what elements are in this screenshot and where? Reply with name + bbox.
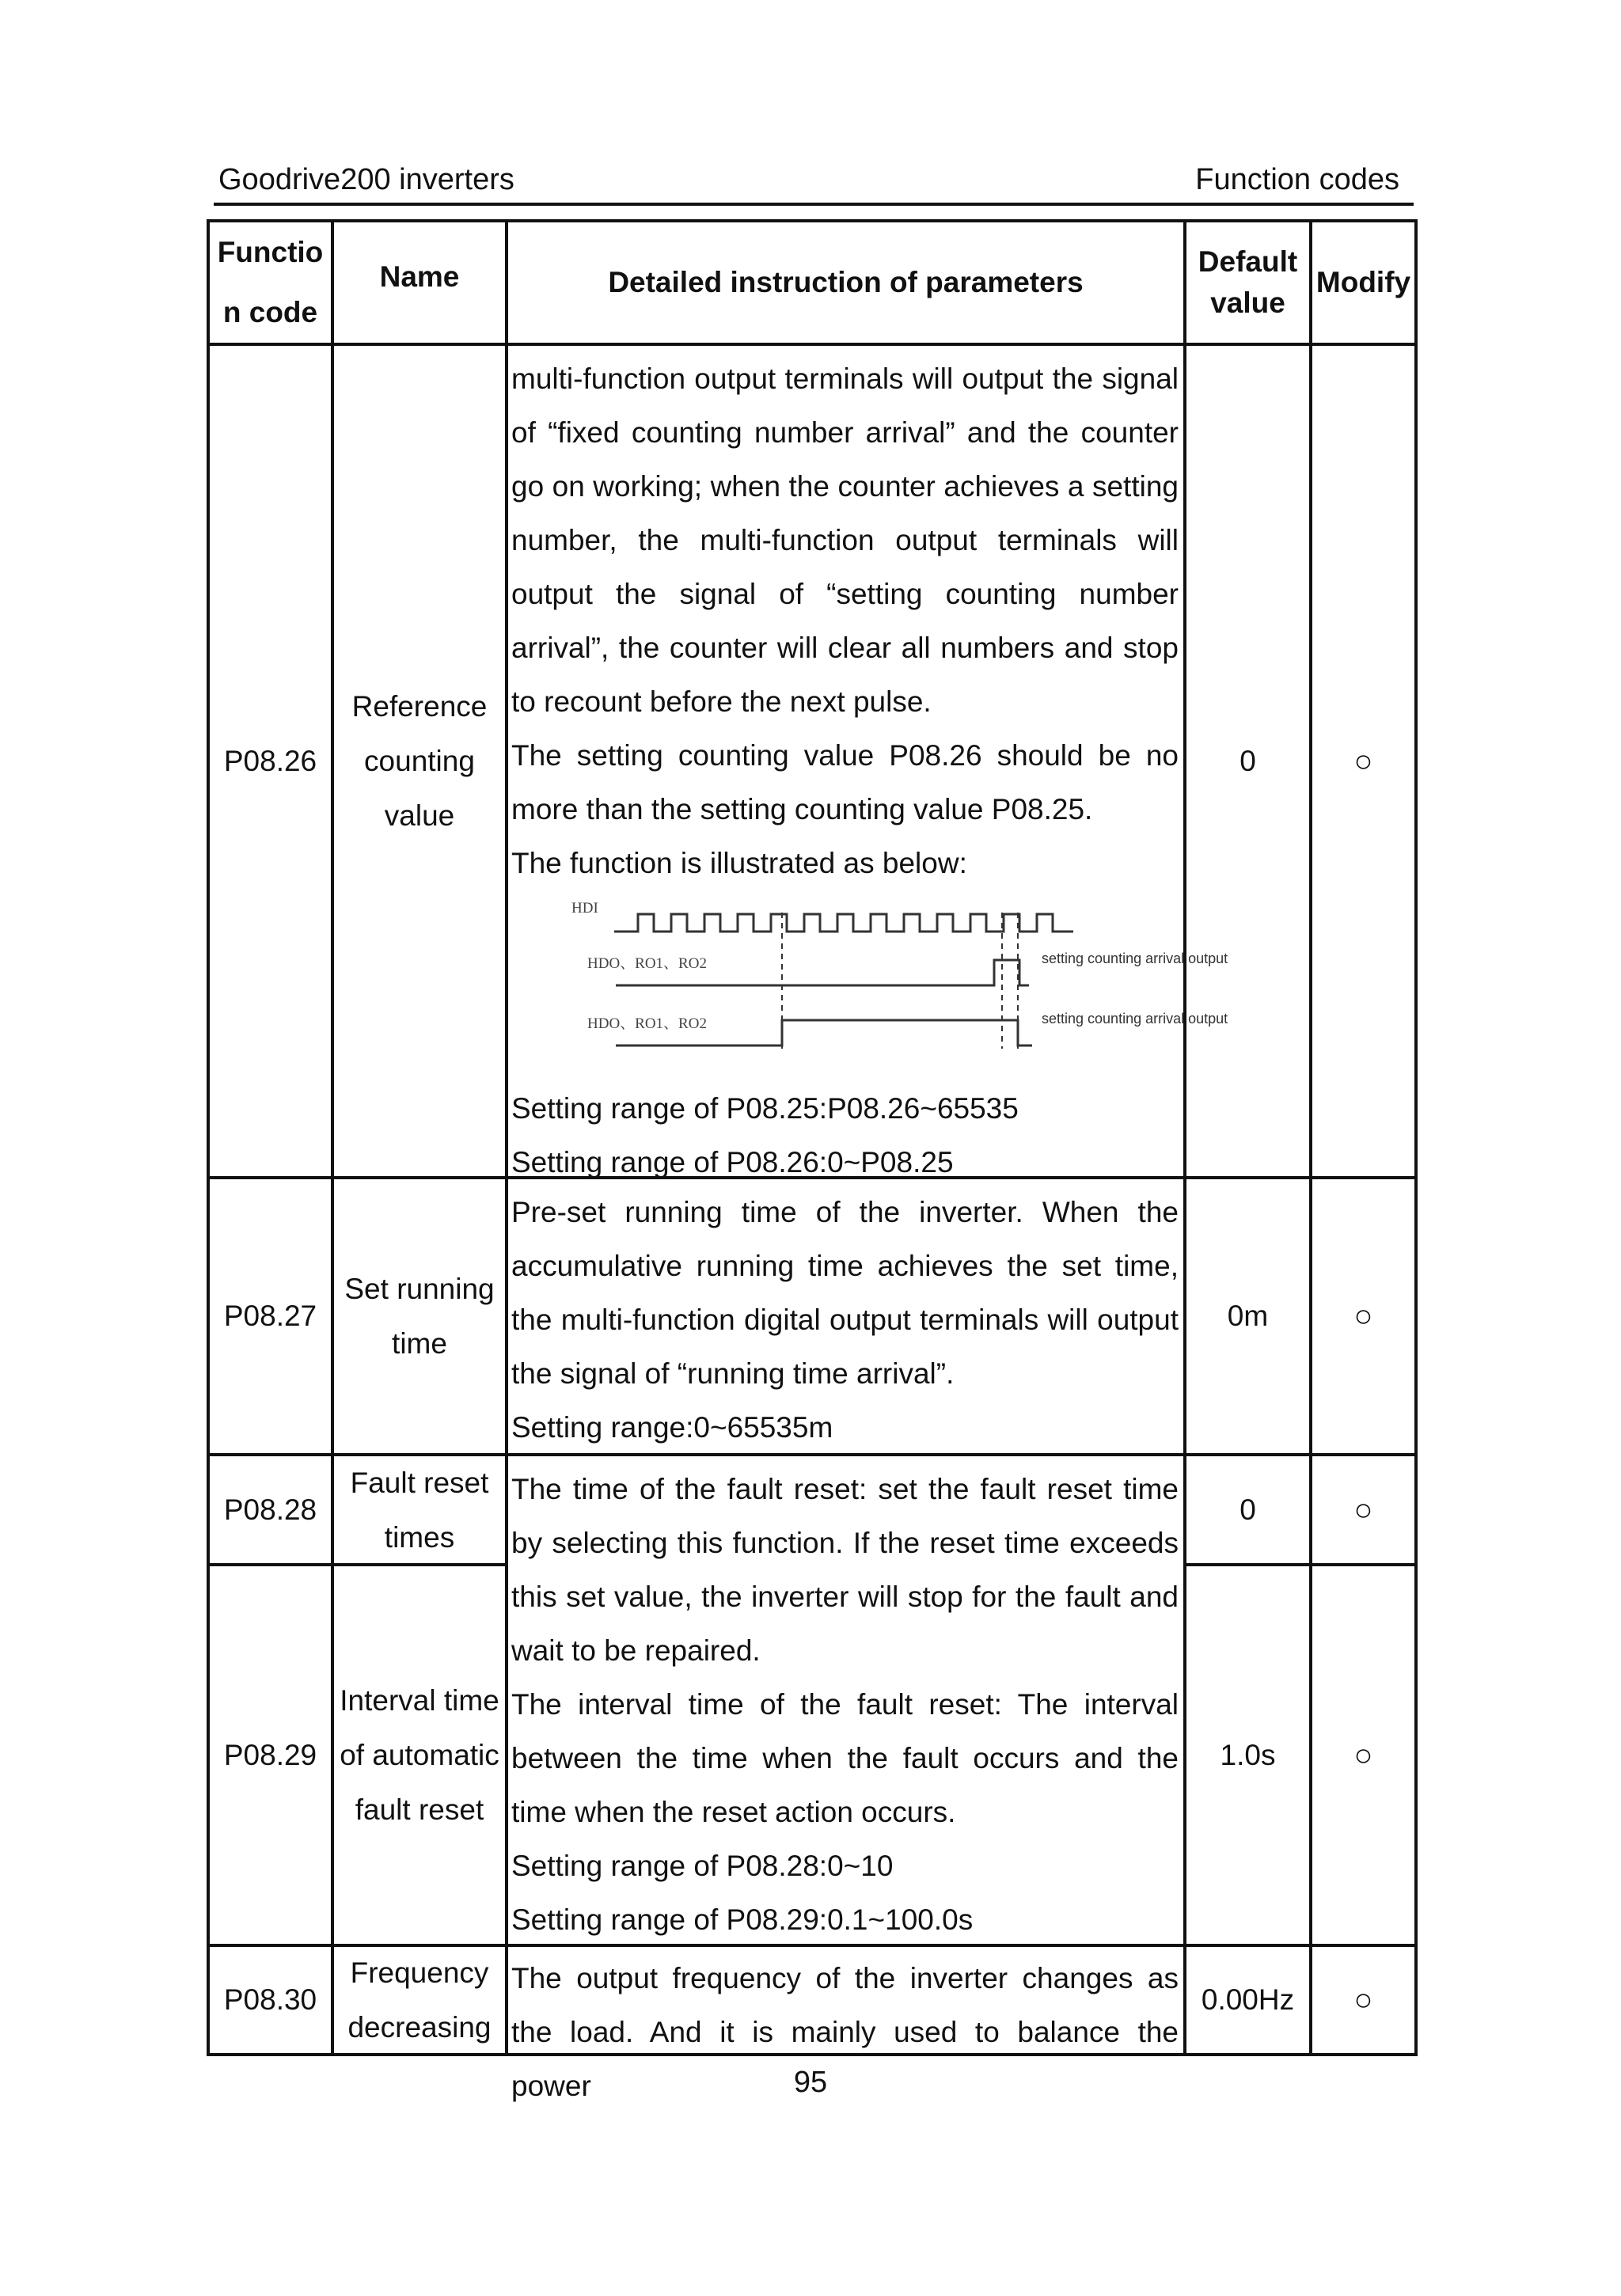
description-paragraph: multi-function output terminals will output the signal of “fixed counting number arrival” and the counter go on working; when the counter achieves a setting number, the multi-function output terminals will output the signal of “setting counting number arrival”, the counter will clear all numbers and stop to recount before the next pulse. <box>511 362 1179 718</box>
table-row-default: 0m <box>1227 1300 1269 1332</box>
document-header-title: Goodrive200 inverters <box>218 163 514 196</box>
description-paragraph: The function is illustrated as below: <box>511 847 967 879</box>
table-row-name: Fault reset times <box>350 1466 489 1554</box>
output-2-label <box>587 1015 707 1032</box>
table-row-modify: ○ <box>1353 1983 1373 2017</box>
description-paragraph: The setting counting value P08.26 should be no more than the setting counting value P08.25. <box>511 739 1179 825</box>
table-row-description <box>507 1463 1185 1947</box>
table-row-description <box>507 352 1228 1190</box>
output-2-label: HDO、RO1、RO2 <box>587 1015 707 1032</box>
table-row-modify: ○ <box>1353 743 1373 779</box>
table-row-code: P08.27 <box>223 1300 317 1332</box>
table-row-code: P08.29 <box>223 1738 317 1771</box>
output-1-caption: setting counting arrival output <box>1042 951 1228 966</box>
table-row-default: 0 <box>1239 1493 1256 1526</box>
column-header-description: Detailed instruction of parameters <box>608 266 1084 298</box>
table-row-default: 1.0s <box>1220 1738 1276 1771</box>
table-row-default: 0.00Hz <box>1201 1983 1295 2016</box>
column-header-default: Default value <box>1198 245 1298 319</box>
column-header-function-code: Functio n code <box>217 236 324 328</box>
description-paragraph: The time of the fault reset: set the fault reset time by selecting this function. If the reset time exceeds this set value, the inverter will stop for the fault and wait to be repaired. <box>511 1473 1179 1667</box>
table-row-name: Set running time <box>344 1273 495 1360</box>
table-row-description <box>507 1186 1185 1455</box>
table-row-code: P08.26 <box>223 744 317 777</box>
table-row-modify: ○ <box>1353 1737 1373 1773</box>
table-row-default: 0 <box>1239 744 1256 777</box>
description-paragraph: Setting range of P08.28:0~10 <box>511 1850 894 1882</box>
description-paragraph: Setting range of P08.29:0.1~100.0s <box>511 1903 974 1936</box>
description-paragraph: Setting range of P08.25:P08.26~65535 <box>511 1092 1019 1125</box>
description-paragraph: Setting range of P08.26:0~P08.25 <box>511 1146 954 1178</box>
table-row-name: Frequency decreasing <box>347 1956 492 2044</box>
table-row-code: P08.28 <box>223 1493 317 1526</box>
counting-timing-diagram <box>568 894 1228 1077</box>
table-row-modify: ○ <box>1353 1299 1373 1334</box>
description-paragraph: The interval time of the fault reset: The interval between the time when the fault occurs and the time when the reset action occurs. <box>511 1688 1179 1828</box>
output-1-label: HDO、RO1、RO2 <box>587 955 707 972</box>
hdi-pulse-train <box>614 914 1073 932</box>
column-header-name: Name <box>379 260 460 293</box>
table-row-modify: ○ <box>1353 1492 1373 1528</box>
table-row-name: Interval time of automatic fault reset <box>340 1684 499 1826</box>
page-number: 95 <box>793 2066 828 2099</box>
document-header-section: Function codes <box>1195 163 1399 196</box>
description-paragraph: The output frequency of the inverter changes as the load. And it is mainly used to balance the power <box>511 1962 1179 2102</box>
description-paragraph: Setting range:0~65535m <box>511 1411 833 1444</box>
column-header-modify: Modify <box>1315 266 1411 298</box>
hdi-signal-label: HDI <box>571 900 598 917</box>
output-2-caption: setting counting arrival output <box>1042 1011 1228 1027</box>
table-row-name: Reference counting value <box>351 690 488 832</box>
table-row-code: P08.30 <box>223 1983 317 2016</box>
description-paragraph: Pre-set running time of the inverter. When the accumulative running time achieves the set time, the multi-function digital output terminals will output the signal of “running time arrival”. <box>511 1196 1179 1390</box>
output-1-label <box>587 955 707 972</box>
